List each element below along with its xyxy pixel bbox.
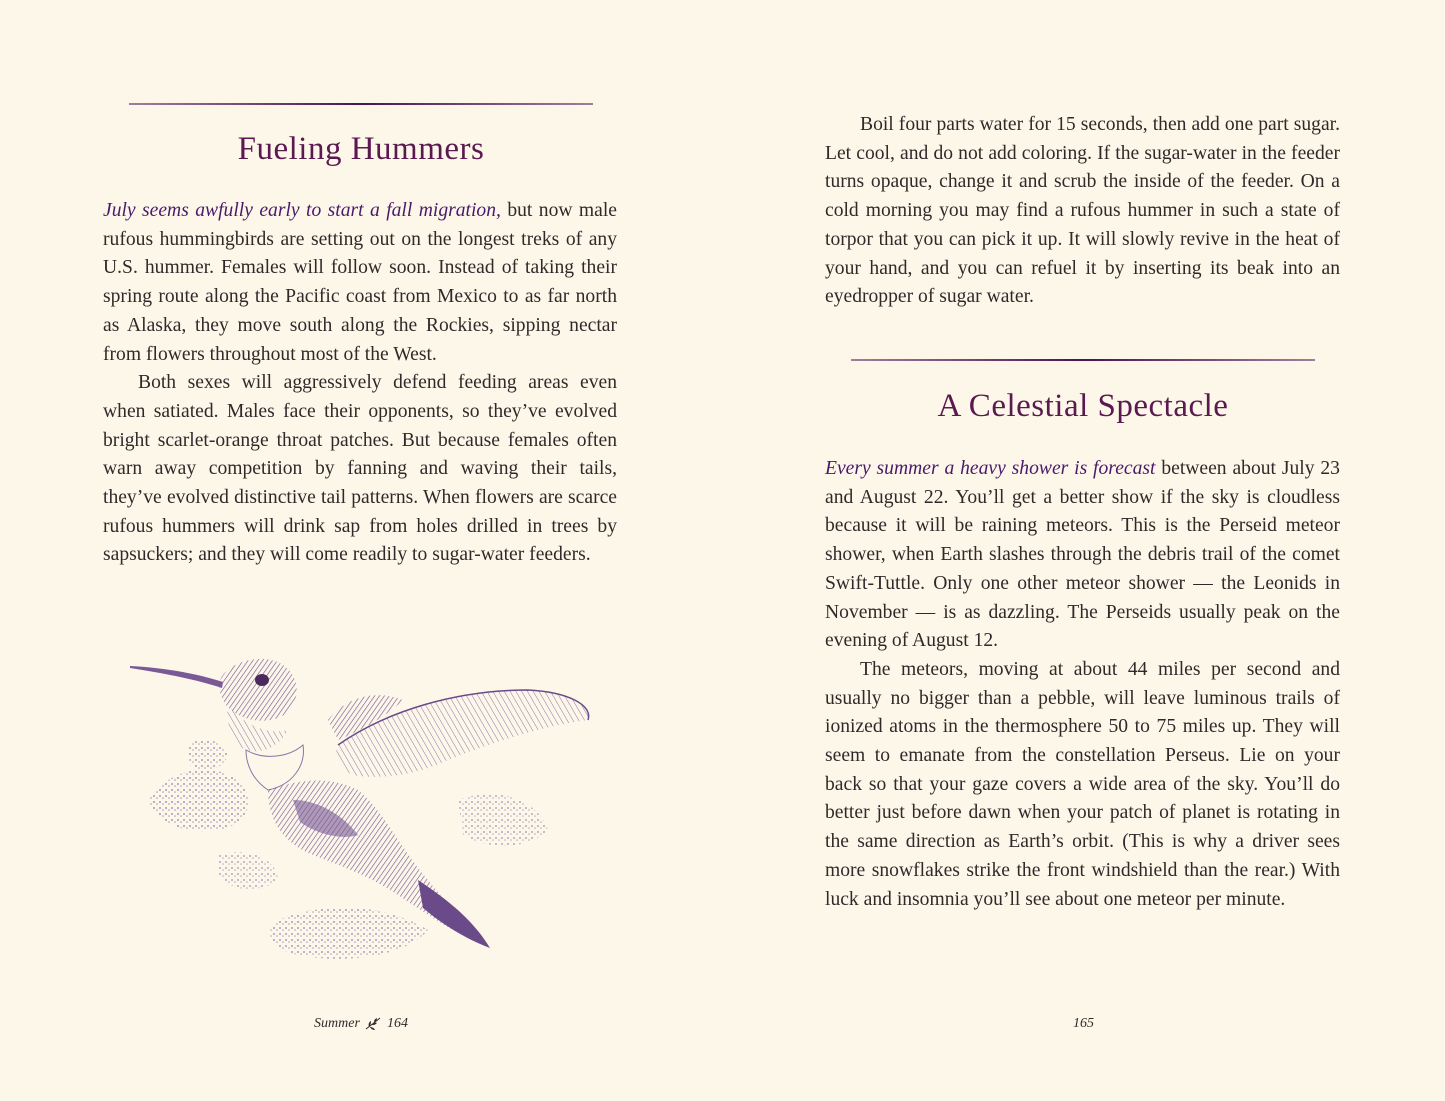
- right-paragraph-2: The meteors, moving at about 44 miles per second and usually no bigger than a pebble, will leave luminous trails of ionized atoms in the thermosphere 50 to 75 miles up. They will seem to emanate from the constellation Perseus. Lie on your back so that your gaze covers a wide area of the sky. You’ll do better just before dawn when your patch of planet is rotating in the same direction as Earth’s orbit. (This is why a driver sees more snowflakes strike the front windshield than the rear.) With luck and insomnia you’ll see about one meteor per minute.: [825, 658, 1340, 910]
- right-body-text-top: [825, 111, 1340, 312]
- left-body-text: [103, 197, 617, 570]
- left-paragraph-1: [103, 197, 617, 369]
- section-rule-right: [851, 359, 1315, 361]
- section-heading-fueling-hummers: Fueling Hummers: [237, 131, 485, 167]
- right-body-text: [825, 455, 1340, 914]
- left-paragraph-1-rest: but now male rufous hummingbirds are setting out on the longest treks of any U.S. hummer. Females will follow soon. Instead of taking their spring route along the Pacific coast from Mexico to as far north as Alaska, they move south along the Rockies, sipping nectar from flowers throughout most of the West.: [103, 200, 617, 365]
- hummingbird-illustration: [128, 650, 598, 980]
- right-paragraph-0: Boil four parts water for 15 seconds, then add one part sugar. Let cool, and do not add coloring. If the sugar-water in the feeder turns opaque, change it and scrub the inside of the feeder. On a cold morning you may find a rufous hummer in such a state of torpor that you can pick it up. It will slowly revive in the heat of your hand, and you can refuel it by inserting its beak into an eyedropper of sugar water.: [825, 114, 1340, 308]
- left-paragraph-1-lead: July seems awfully early to start a fall migration,: [103, 200, 501, 221]
- folio-section-label: Summer: [314, 1016, 360, 1031]
- right-page: [722, 0, 1445, 1101]
- section-rule-left: [129, 103, 593, 105]
- right-page-number: 165: [1073, 1016, 1094, 1031]
- sprig-ornament-icon: [365, 1017, 381, 1031]
- left-page: [0, 0, 722, 1101]
- left-page-number: 164: [386, 1016, 408, 1031]
- section-heading-celestial-spectacle: A Celestial Spectacle: [937, 388, 1229, 424]
- right-folio: [722, 1016, 1445, 1032]
- right-paragraph-1: [825, 455, 1340, 656]
- left-paragraph-2: Both sexes will aggressively defend feeding areas even when satiated. Males face their opponents, so they’ve evolved bright scarlet-orange throat patches. But because females often warn away competition by fanning and waving their tails, they’ve evolved distinctive tail patterns. When flowers are scarce rufous hummers will drink sap from holes drilled in trees by sapsuckers; and they will come readily to sugar-water feeders.: [103, 372, 617, 566]
- left-folio: [0, 1016, 722, 1032]
- right-paragraph-1-rest: between about July 23 and August 22. You’ll get a better show if the sky is cloudless because it will be raining meteors. This is the Perseid meteor shower, when Earth slashes through the debris trail of the comet Swift-Tuttle. Only one other meteor shower — the Leonids in November — is as dazzling. The Perseids usually peak on the evening of August 12.: [825, 458, 1340, 652]
- right-paragraph-1-lead: Every summer a heavy shower is forecast: [825, 458, 1156, 479]
